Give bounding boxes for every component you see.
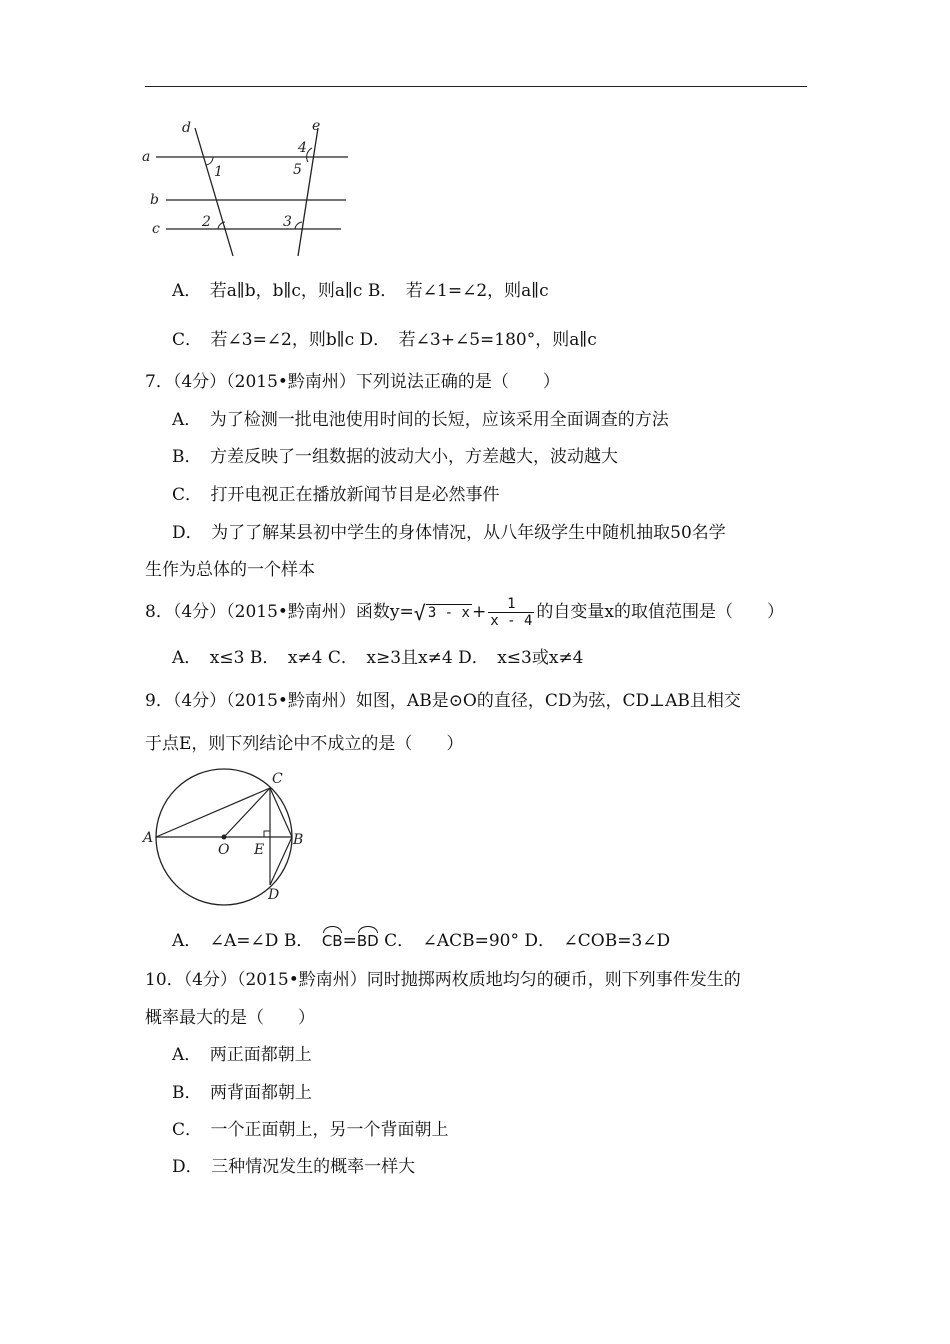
q10-stem: 10．（4分）（2015•黔南州）同时抛掷两枚质地均匀的硬币，则下列事件发生的 [145, 970, 741, 990]
q7-option-a: A． 为了检测一批电池使用时间的长短，应该采用全面调查的方法 [172, 410, 669, 430]
plus-sign: + [471, 602, 487, 622]
segment-ac [156, 788, 270, 837]
q8-stem [145, 594, 784, 631]
q8-stem-post: 的自变量x的取值范围是（ ） [536, 602, 784, 622]
q7-option-d-cont: 生作为总体的一个样本 [145, 560, 315, 580]
label-D: D [268, 887, 280, 903]
q10-stem-cont: 概率最大的是（ ） [145, 1008, 315, 1028]
right-angle-mark [264, 831, 270, 837]
angle-1-arc [206, 157, 213, 165]
q9-stem-cont: 于点E，则下列结论中不成立的是（ ） [145, 734, 464, 754]
q9-opt-pre: A． ∠A=∠D B． [172, 931, 322, 951]
angle-4-arc [307, 148, 312, 162]
label-e: e [312, 118, 321, 134]
arc-cb: CB [322, 926, 343, 952]
q7-stem: 7．（4分）（2015•黔南州）下列说法正确的是（ ） [145, 372, 560, 392]
label-1: 1 [214, 164, 223, 180]
q6-options-line1: A． 若a∥b，b∥c，则a∥c B． 若∠1=∠2，则a∥c [172, 281, 549, 301]
q10-option-b: B． 两背面都朝上 [172, 1083, 312, 1103]
q9-opt-post: C． ∠ACB=90° D． ∠COB=3∠D [378, 931, 671, 951]
label-c: c [152, 221, 160, 237]
arc-equals: = [342, 931, 357, 951]
label-A: A [143, 830, 154, 846]
header-rule [145, 86, 807, 87]
label-O: O [218, 842, 230, 858]
label-B: B [293, 832, 304, 848]
q8-stem-pre: 8．（4分）（2015•黔南州）函数y= [145, 602, 414, 622]
label-2: 2 [202, 214, 211, 230]
segment-cb [270, 788, 292, 837]
label-C: C [272, 771, 283, 787]
center-dot [222, 835, 227, 840]
q10-option-d: D． 三种情况发生的概率一样大 [172, 1157, 416, 1177]
label-3: 3 [283, 214, 292, 230]
q10-option-c: C． 一个正面朝上，另一个背面朝上 [172, 1120, 449, 1140]
q8-options: A． x≤3 B． x≠4 C． x≥3且x≠4 D． x≤3或x≠4 [172, 648, 584, 668]
angle-3-arc [295, 222, 302, 229]
q7-option-c: C． 打开电视正在播放新闻节目是必然事件 [172, 485, 500, 505]
q7-option-b: B． 方差反映了一组数据的波动大小，方差越大，波动越大 [172, 447, 618, 467]
q9-stem: 9．（4分）（2015•黔南州）如图，AB是⊙O的直径，CD为弦，CD⊥AB且相交 [145, 691, 741, 711]
line-d [195, 128, 233, 256]
segment-bd [270, 837, 292, 885]
label-d: d [182, 120, 191, 136]
fraction: $\frac{1}{x - 4}$ [490, 596, 533, 629]
q6-options-line2: C． 若∠3=∠2，则b∥c D． 若∠3+∠5=180°，则a∥c [172, 330, 597, 350]
q9-options [172, 926, 670, 952]
label-a: a [142, 149, 151, 165]
label-b: b [150, 192, 159, 208]
q7-option-d: D． 为了了解某县初中学生的身体情况，从八年级学生中随机抽取50名学 [172, 523, 726, 543]
sqrt-expression: √ 3 - x [413, 600, 470, 625]
q10-option-a: A． 两正面都朝上 [172, 1045, 312, 1065]
label-4: 4 [298, 140, 307, 156]
parallel-lines-figure [138, 116, 353, 261]
arc-bd: BD [357, 926, 379, 952]
segment-oc [224, 788, 270, 837]
label-E: E [254, 842, 265, 858]
label-5: 5 [293, 162, 302, 178]
circle-figure [140, 766, 310, 906]
